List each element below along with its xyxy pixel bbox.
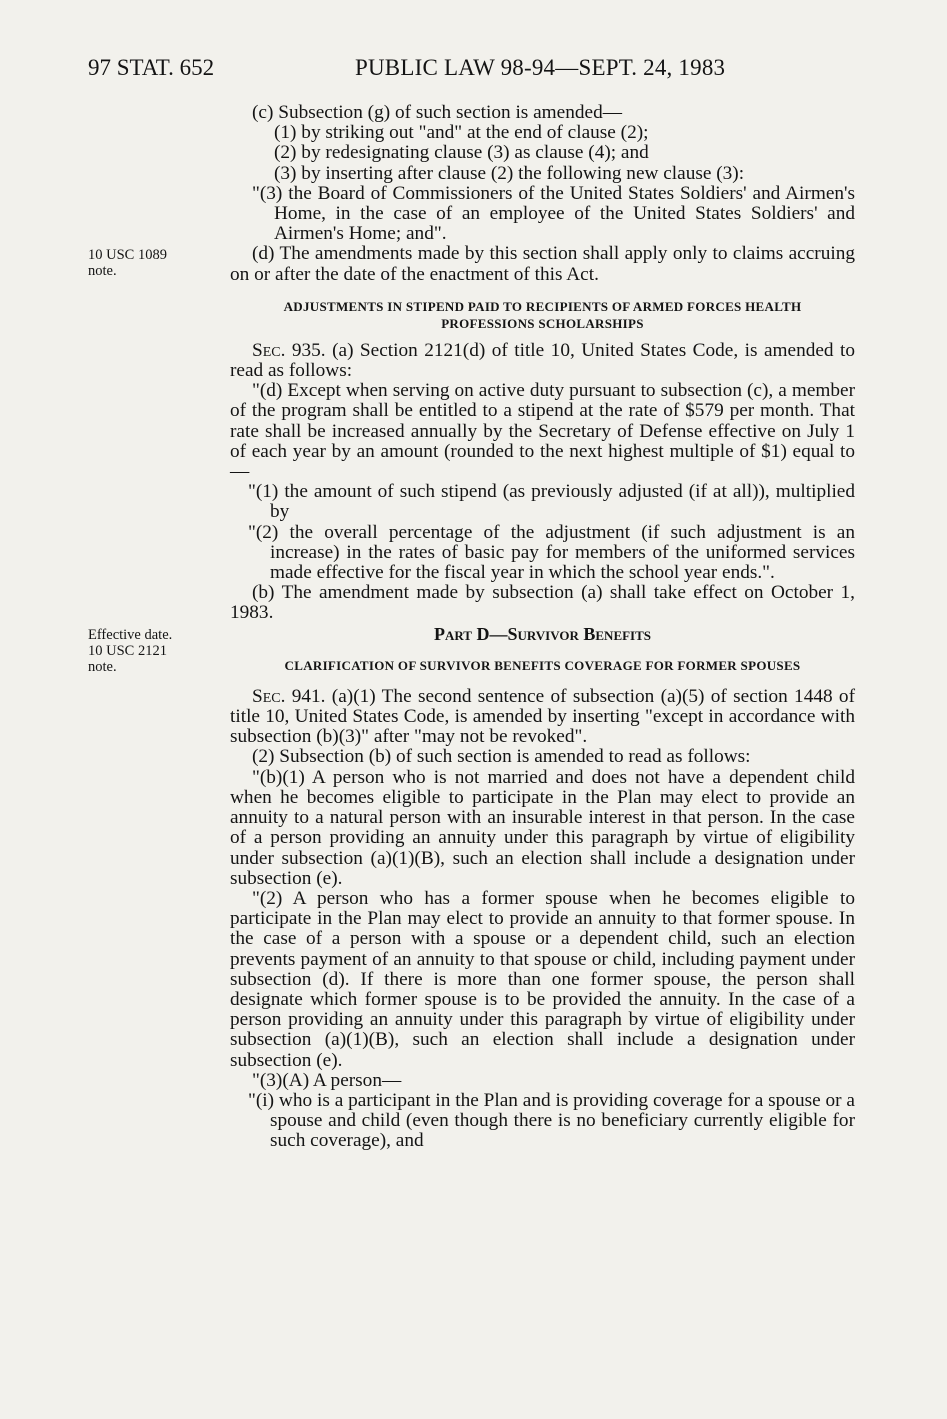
subsection-d-quote: "(d) Except when serving on active duty pursuant to subsection (c), a member of the program shall be entitled to a stipend at the rate of $579 per month. That rate shall be increased annually by the Secretary of Defense effective on July 1 of each year by an amount (rounded to the next highest multiple of $1) equal to— [230,380,855,483]
sec-941-text: 941. (a)(1) The second sentence of subsection (a)(5) of section 1448 of title 10, United States Code, is amended by inserting "except in accordance with subsection (b)(3)" after "may not be revoked". [230,685,855,748]
body-text [230,103,855,1152]
clause-c2: (2) by redesignating clause (3) as clause (4); and [274,142,649,164]
section-heading-stipend: ADJUSTMENTS IN STIPEND PAID TO RECIPIENTS OF ARMED FORCES HEALTH PROFESSIONS SCHOLARSHIPS [283,298,802,331]
sec-label: Sec. [252,339,286,361]
quote-b3a: "(3)(A) A person— [252,1069,402,1091]
subsection-c-intro: (c) Subsection (g) of such section is amended— [252,102,622,123]
margin-note-effective-date [88,627,172,675]
sec-935-text: 935. (a) Section 2121(d) of title 10, United States Code, is amended to read as follows: [230,339,855,382]
clause-c1: (1) by striking out "and" at the end of clause (2); [274,122,649,144]
margin-note-line: note. [88,263,117,279]
section-935-intro [230,341,855,381]
part-d-heading: Part D—Survivor Benefits [433,623,652,644]
margin-note-line: 10 USC 2121 [88,643,167,659]
section-935-b: (b) The amendment made by subsection (a) shall take effect on October 1, 1983. [230,582,855,624]
quote-b1: "(b)(1) A person who is not married and does not have a dependent child when he becomes eligible to participate in the Plan may elect to provide an annuity to a natural person with an insurable interest in that person. In the case of a person providing an annuity under this paragraph by virtue of eligibility under subsection (a)(1)(B), such an election shall include a designation under subsection (e). [230,766,855,889]
quote-clause-2: "(2) the overall percentage of the adjustment (if such adjustment is an increase) in the rates of basic pay for members of the uniformed services made effective for the fiscal year in which the school year ends.". [248,521,855,584]
section-heading-survivor: CLARIFICATION OF SURVIVOR BENEFITS COVERAGE FOR FORMER SPOUSES [284,657,801,673]
stat-page-number: 97 STAT. 652 [88,55,215,80]
paragraph-a2: (2) Subsection (b) of such section is amended to read as follows: [252,746,751,768]
clause-c3-quote: "(3) the Board of Commissioners of the United States Soldiers' and Airmen's Home, in the case of an employee of the United States Soldiers' and Airmen's Home; and". [252,182,855,245]
margin-note-line: Effective date. [88,627,173,643]
quote-b3a-i: "(i) who is a participant in the Plan and is providing coverage for a spouse or a spouse and child (even though there is no beneficiary currently eligible for such coverage), and [248,1089,855,1152]
margin-note-line: 10 USC 1089 [88,247,167,263]
clause-c3: (3) by inserting after clause (2) the following new clause (3): [274,162,745,184]
margin-note-line: note. [88,659,117,675]
section-941-intro [230,687,855,748]
subsection-d: (d) The amendments made by this section shall apply only to claims accruing on or after the date of the enactment of this Act. [230,243,855,285]
quote-b2: "(2) A person who has a former spouse when he becomes eligible to participate in the Plan may elect to provide an annuity to that former spouse. In the case of a person with a spouse or a dependent child, such an election prevents payment of an annuity to that spouse or child, including payment under subsection (d). If there is more than one former spouse, the person shall designate which former spouse is to be provided the annuity. In the case of a person providing an annuity under this paragraph by virtue of eligibility under subsection (a)(1)(B), such an election shall include a designation under subsection (e). [230,887,855,1071]
margin-note-10-usc-1089 [88,247,167,279]
running-header-title: PUBLIC LAW 98-94—SEPT. 24, 1983 [355,55,726,80]
quote-clause-1: "(1) the amount of such stipend (as previously adjusted (if at all)), multiplied by [248,481,855,523]
sec-label: Sec. [252,685,286,707]
